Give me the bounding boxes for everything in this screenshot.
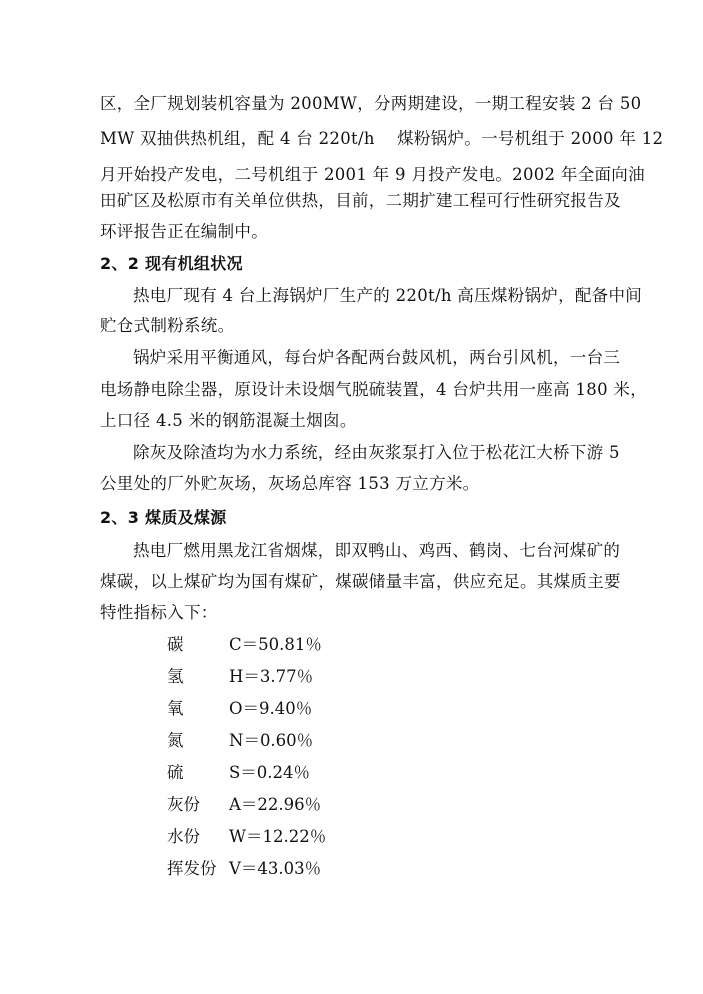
paragraph-line: 热电厂燃用黑龙江省烟煤，即双鸭山、鸡西、鹤岗、七台河煤矿的 [133, 541, 621, 560]
paragraph-line: 锅炉采用平衡通风，每台炉各配两台鼓风机，两台引风机，一台三 [133, 348, 621, 367]
property-name: 挥发份 [167, 859, 217, 878]
paragraph-line: 田矿区及松原市有关单位供热，目前，二期扩建工程可行性研究报告及 [100, 191, 621, 210]
property-row [167, 793, 321, 817]
property-row [167, 761, 310, 785]
property-row [167, 697, 312, 721]
property-value: S＝0.24％ [229, 763, 311, 782]
property-value: H＝3.77％ [229, 667, 314, 686]
property-value: A＝22.96％ [229, 795, 322, 814]
paragraph-line: 公里处的厂外贮灰场，灰场总库容 153 万立方米。 [100, 474, 480, 493]
paragraph-line: 特性指标入下： [100, 603, 218, 622]
paragraph-line: 贮仓式制粉系统。 [100, 316, 235, 335]
property-name: 碳 [167, 635, 184, 654]
paragraph-line: 区，全厂规划装机容量为 200MW，分两期建设，一期工程安装 2 台 50 [100, 94, 642, 113]
paragraph-line: MW 双抽供热机组，配 4 台 220t/h 煤粉锅炉。一号机组于 2000 年 12 [100, 129, 664, 148]
paragraph-line: 煤碳，以上煤矿均为国有煤矿，煤碳储量丰富，供应充足。其煤质主要 [100, 572, 621, 591]
section-heading: 2、3 煤质及煤源 [100, 508, 227, 527]
property-row [167, 729, 313, 753]
paragraph-line: 除灰及除渣均为水力系统，经由灰浆泵打入位于松花江大桥下游 5 [133, 443, 620, 462]
property-row [167, 665, 313, 689]
property-name: 硫 [167, 763, 184, 782]
property-name: 氧 [167, 699, 184, 718]
property-name: 灰份 [167, 795, 200, 814]
section-heading: 2、2 现有机组状况 [100, 254, 243, 273]
property-value: O＝9.40％ [229, 699, 313, 718]
paragraph-line: 热电厂现有 4 台上海锅炉厂生产的 220t/h 高压煤粉锅炉，配备中间 [133, 286, 643, 305]
paragraph-line: 月开始投产发电，二号机组于 2001 年 9 月投产发电。2002 年全面向油 [100, 165, 645, 184]
property-row [167, 633, 322, 657]
property-row [167, 857, 321, 881]
property-name: 氢 [167, 667, 184, 686]
property-name: 氮 [167, 731, 184, 750]
property-value: N＝0.60％ [229, 731, 314, 750]
paragraph-line: 环评报告正在编制中。 [100, 222, 268, 241]
property-name: 水份 [167, 827, 200, 846]
property-value: C＝50.81％ [229, 635, 322, 654]
property-value: W＝12.22％ [229, 827, 327, 846]
paragraph-line: 电场静电除尘器，原设计未设烟气脱硫装置，4 台炉共用一座高 180 米， [100, 380, 648, 399]
property-row [167, 825, 326, 849]
property-value: V＝43.03％ [229, 859, 322, 878]
paragraph-line: 上口径 4.5 米的钢筋混凝土烟囱。 [100, 411, 357, 430]
